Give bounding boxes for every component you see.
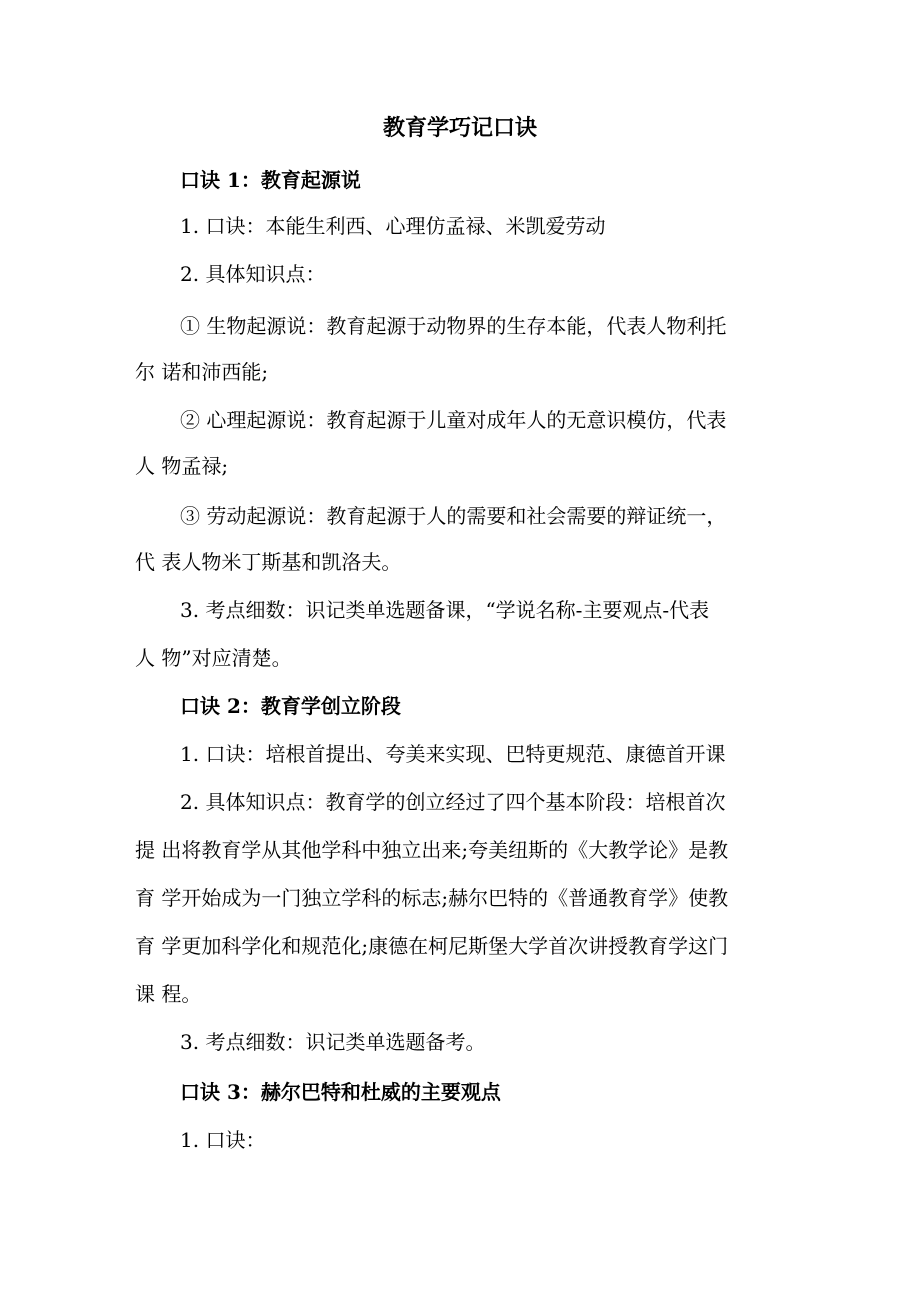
section-heading-2: 口诀 2：教育学创立阶段 [180,694,401,718]
paragraph-line: 育 学开始成为一门独立学科的标志;赫尔巴特的《普通教育学》使教 [135,886,729,910]
paragraph-line: 2. 具体知识点：教育学的创立经过了四个基本阶段：培根首次 [180,790,726,814]
section-heading-3: 口诀 3：赫尔巴特和杜威的主要观点 [180,1080,501,1104]
paragraph-line: 提 出将教育学从其他学科中独立出来;夸美纽斯的《大教学论》是教 [135,838,729,862]
paragraph-line: 2. 具体知识点： [180,262,326,286]
paragraph-line: 育 学更加科学化和规范化;康德在柯尼斯堡大学首次讲授教育学这门 [135,934,729,958]
paragraph-line: ① 生物起源说：教育起源于动物界的生存本能，代表人物利托 [180,314,727,338]
document-title: 教育学巧记口诀 [382,115,537,141]
paragraph-line: 代 表人物米丁斯基和凯洛夫。 [135,550,402,574]
paragraph-line: 人 物孟禄; [135,454,229,478]
paragraph-line: 1. 口诀： [180,1128,266,1152]
paragraph-line: 1. 口诀：培根首提出、夸美来实现、巴特更规范、康德首开课 [180,742,726,766]
paragraph-line: 3. 考点细数：识记类单选题备考。 [180,1030,486,1054]
section-heading-1: 口诀 1：教育起源说 [180,168,361,192]
paragraph-line: 课 程。 [135,982,202,1006]
paragraph-line: ③ 劳动起源说：教育起源于人的需要和社会需要的辩证统一， [180,504,727,528]
paragraph-line: 1. 口诀：本能生利西、心理仿孟禄、米凯爱劳动 [180,214,606,238]
paragraph-line: 尔 诺和沛西能; [135,360,269,384]
paragraph-line: 3. 考点细数：识记类单选题备课，“学说名称-主要观点-代表 [180,598,710,622]
paragraph-line: ② 心理起源说：教育起源于儿童对成年人的无意识模仿，代表 [180,408,727,432]
paragraph-line: 人 物”对应清楚。 [135,646,292,670]
